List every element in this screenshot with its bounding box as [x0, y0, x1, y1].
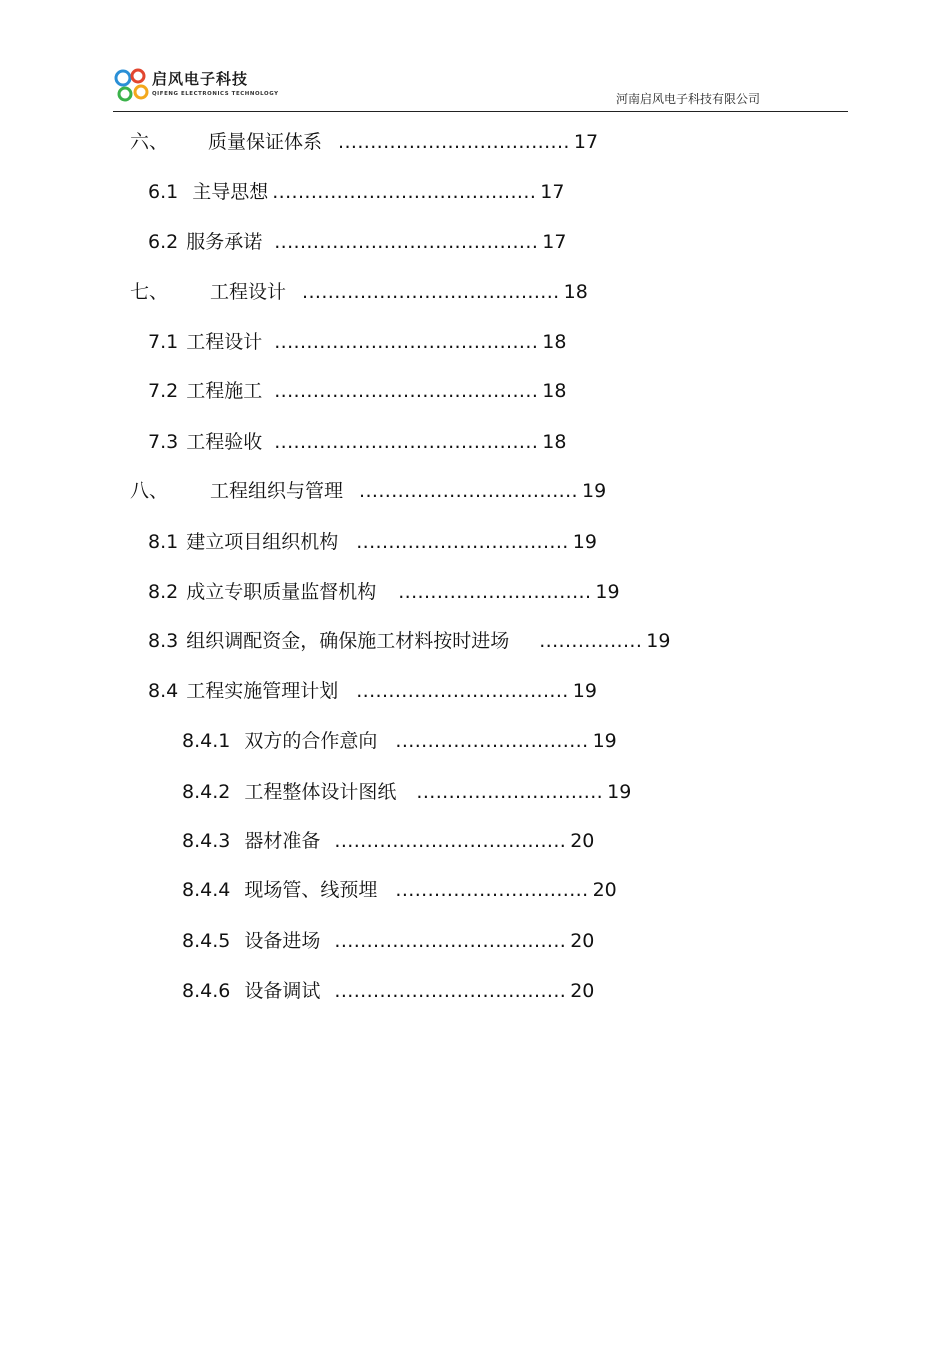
- toc-leader: ....................................: [338, 131, 570, 153]
- toc-page: 19: [572, 531, 597, 553]
- toc-leader: ....................................: [334, 830, 567, 852]
- toc-page: 19: [607, 781, 632, 803]
- toc-title: 工程施工: [186, 380, 263, 402]
- toc-page: 20: [570, 980, 595, 1002]
- toc-number: 8.4.2: [182, 781, 231, 803]
- toc-number: 8.2: [148, 581, 179, 603]
- toc-number: 六、: [130, 131, 169, 153]
- toc-leader: ..............................: [395, 730, 589, 752]
- toc-leader: .........................................: [274, 231, 539, 253]
- toc-entry[interactable]: [182, 878, 617, 902]
- toc-leader: .........................................: [272, 181, 537, 203]
- toc-page: 17: [540, 181, 565, 203]
- toc-title: 器材准备: [244, 830, 321, 852]
- toc-page: 20: [570, 830, 595, 852]
- toc-entry[interactable]: [182, 979, 594, 1003]
- toc-number: 八、: [130, 480, 169, 502]
- toc-number: 8.4: [148, 680, 179, 702]
- toc-entry[interactable]: [130, 130, 598, 154]
- toc-page: 18: [563, 281, 588, 303]
- logo-title: 启风电子科技: [152, 70, 249, 88]
- toc-title: 设备进场: [244, 930, 321, 952]
- toc-leader: ..............................: [398, 581, 592, 603]
- toc-number: 8.4.4: [182, 879, 231, 901]
- toc-leader: .................................: [356, 680, 569, 702]
- toc-title: 工程整体设计图纸: [244, 781, 397, 803]
- toc-page: 18: [542, 431, 567, 453]
- toc-page: 18: [542, 380, 567, 402]
- toc-leader: .........................................: [274, 380, 539, 402]
- toc-entry[interactable]: [148, 180, 564, 204]
- toc-leader: .........................................: [274, 331, 539, 353]
- toc-page: 19: [592, 730, 617, 752]
- toc-number: 7.1: [148, 331, 179, 353]
- toc-entry[interactable]: [182, 829, 594, 853]
- toc-page: 19: [572, 680, 597, 702]
- toc-leader: ....................................: [334, 980, 567, 1002]
- toc-entry[interactable]: [148, 530, 597, 554]
- toc-leader: ................: [539, 630, 643, 652]
- toc-entry[interactable]: [130, 479, 606, 503]
- company-logo: [113, 66, 279, 106]
- toc-title: 工程组织与管理: [210, 480, 344, 502]
- toc-title: 设备调试: [244, 980, 321, 1002]
- toc-entry[interactable]: [148, 629, 670, 653]
- toc-title: 服务承诺: [186, 231, 263, 253]
- toc-page: 19: [646, 630, 671, 652]
- toc-title: 工程验收: [186, 431, 263, 453]
- logo-mark-icon: [113, 66, 151, 104]
- toc-entry[interactable]: [148, 430, 566, 454]
- toc-entry[interactable]: [182, 780, 631, 804]
- toc-number: 七、: [130, 281, 169, 303]
- toc-entry[interactable]: [182, 929, 594, 953]
- toc-number: 8.1: [148, 531, 179, 553]
- toc-title: 组织调配资金，确保施工材料按时进场: [186, 630, 510, 652]
- toc-leader: .........................................: [274, 431, 539, 453]
- toc-number: 7.3: [148, 431, 179, 453]
- toc-number: 8.4.6: [182, 980, 231, 1002]
- header-rule: [113, 111, 848, 112]
- toc-number: 7.2: [148, 380, 179, 402]
- toc-entry[interactable]: [148, 679, 597, 703]
- toc-page: 19: [595, 581, 620, 603]
- toc-page: 20: [570, 930, 595, 952]
- toc-leader: .................................: [356, 531, 569, 553]
- toc-entry[interactable]: [148, 379, 566, 403]
- company-name: 河南启风电子科技有限公司: [615, 92, 760, 106]
- toc-title: 工程设计: [186, 331, 263, 353]
- toc-title: 质量保证体系: [208, 131, 323, 153]
- toc-page: 17: [542, 231, 567, 253]
- toc-page: 19: [581, 480, 607, 502]
- toc-title: 主导思想: [192, 181, 269, 203]
- toc-title: 工程实施管理计划: [186, 680, 339, 702]
- page-header: [0, 0, 950, 115]
- logo-subtitle: QIFENG ELECTRONICS TECHNOLOGY: [152, 91, 279, 97]
- toc-leader: ..................................: [359, 480, 578, 502]
- toc-number: 8.4.1: [182, 730, 231, 752]
- toc-title: 成立专职质量监督机构: [186, 581, 377, 603]
- toc-leader: ........................................: [302, 281, 560, 303]
- toc-page: 18: [542, 331, 567, 353]
- toc-entry[interactable]: [148, 580, 620, 604]
- toc-title: 建立项目组织机构: [186, 531, 339, 553]
- toc-title: 现场管、线预埋: [244, 879, 378, 901]
- toc-title: 双方的合作意向: [244, 730, 378, 752]
- toc-leader: .............................: [416, 781, 604, 803]
- toc-page: 17: [573, 131, 599, 153]
- toc-entry[interactable]: [182, 729, 617, 753]
- toc-leader: ....................................: [334, 930, 567, 952]
- toc-number: 6.2: [148, 231, 179, 253]
- toc-leader: ..............................: [395, 879, 589, 901]
- toc-entry[interactable]: [148, 230, 566, 254]
- toc-page: 20: [592, 879, 617, 901]
- toc-number: 6.1: [148, 181, 179, 203]
- toc-entry[interactable]: [130, 280, 588, 304]
- toc-number: 8.4.3: [182, 830, 231, 852]
- toc-entry[interactable]: [148, 330, 566, 354]
- toc-number: 8.3: [148, 630, 179, 652]
- toc-title: 工程设计: [210, 281, 287, 303]
- toc-number: 8.4.5: [182, 930, 231, 952]
